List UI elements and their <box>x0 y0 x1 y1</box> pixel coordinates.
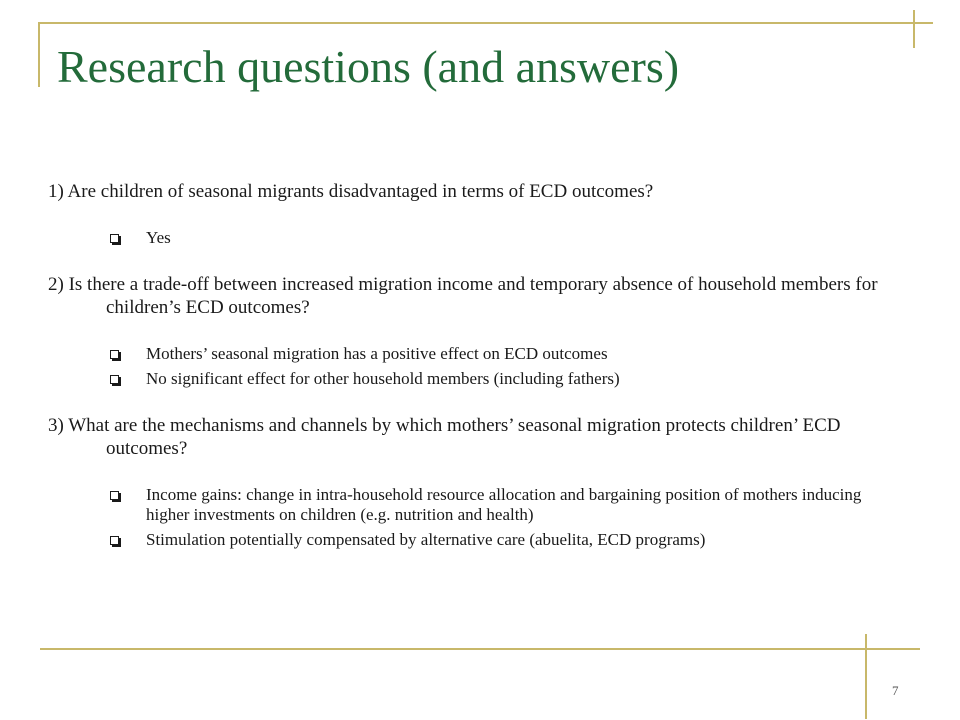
answer-text: No significant effect for other household members (including fathers) <box>146 369 620 388</box>
answer-item <box>48 228 878 248</box>
slide-title: Research questions (and answers) <box>57 41 680 92</box>
answer-item <box>48 344 878 364</box>
page-number: 7 <box>892 683 899 698</box>
answers-1 <box>48 228 878 248</box>
answer-text: Mothers’ seasonal migration has a positive effect on ECD outcomes <box>146 344 608 363</box>
question-3: 3) What are the mechanisms and channels by which mothers’ seasonal migration protects children’ ECD outcomes? <box>48 415 841 459</box>
square-bullet-icon <box>110 491 119 500</box>
frame-line-right-bottom <box>865 634 867 719</box>
frame-line-bottom <box>40 648 920 650</box>
square-bullet-icon <box>110 350 119 359</box>
answer-text: Stimulation potentially compensated by alternative care (abuelita, ECD programs) <box>146 530 706 549</box>
square-bullet-icon <box>110 234 119 243</box>
answer-item <box>48 530 878 550</box>
frame-line-right-top <box>913 10 915 48</box>
answers-3 <box>48 485 878 550</box>
answer-text: Income gains: change in intra-household resource allocation and bargaining position of mothers inducing higher investments on children (e.g. nutrition and health) <box>146 485 862 524</box>
frame-line-top <box>38 22 933 24</box>
answer-item <box>48 485 878 525</box>
question-1: 1) Are children of seasonal migrants disadvantaged in terms of ECD outcomes? <box>48 181 654 202</box>
question-2: 2) Is there a trade-off between increased migration income and temporary absence of household members for children’s ECD outcomes? <box>48 274 878 318</box>
slide-content <box>48 180 878 550</box>
answers-2 <box>48 344 878 389</box>
square-bullet-icon <box>110 375 119 384</box>
answer-text: Yes <box>146 228 171 247</box>
square-bullet-icon <box>110 536 119 545</box>
answer-item <box>48 369 878 389</box>
frame-line-left <box>38 22 40 87</box>
